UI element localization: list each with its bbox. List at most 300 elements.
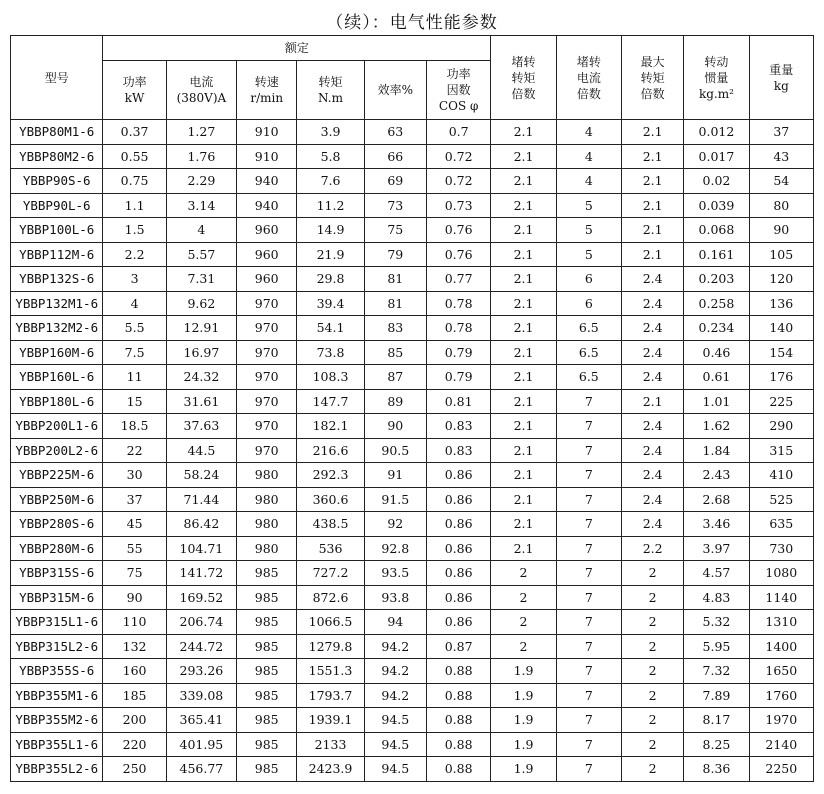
cell-power: 0.37: [103, 120, 166, 145]
cell-efficiency: 94.5: [364, 732, 426, 757]
cell-model: YBBP355L2-6: [11, 757, 103, 782]
cell-model: YBBP250M-6: [11, 487, 103, 512]
cell-torque: 292.3: [297, 463, 364, 488]
cell-power: 185: [103, 683, 166, 708]
cell-max-torque: 2.1: [621, 242, 683, 267]
cell-locked-current: 6: [556, 267, 621, 292]
cell-current: 293.26: [166, 659, 236, 684]
cell-inertia: 0.203: [684, 267, 749, 292]
cell-inertia: 0.02: [684, 169, 749, 194]
header-speed: 转速 r/min: [237, 61, 297, 120]
cell-current: 31.61: [166, 389, 236, 414]
cell-weight: 635: [749, 512, 813, 537]
cell-inertia: 7.89: [684, 683, 749, 708]
cell-speed: 980: [237, 512, 297, 537]
table-row: [11, 512, 814, 537]
cell-max-torque: 2.4: [621, 316, 683, 341]
cell-locked-torque: 1.9: [491, 732, 556, 757]
cell-locked-torque: 2.1: [491, 267, 556, 292]
cell-locked-current: 7: [556, 536, 621, 561]
cell-power-factor: 0.86: [426, 463, 490, 488]
cell-model: YBBP280M-6: [11, 536, 103, 561]
cell-efficiency: 90.5: [364, 438, 426, 463]
cell-power-factor: 0.88: [426, 708, 490, 733]
table-row: [11, 634, 814, 659]
cell-power-factor: 0.78: [426, 291, 490, 316]
table-row: [11, 169, 814, 194]
cell-inertia: 0.039: [684, 193, 749, 218]
cell-weight: 54: [749, 169, 813, 194]
table-row: [11, 683, 814, 708]
cell-efficiency: 94.5: [364, 708, 426, 733]
cell-model: YBBP132M1-6: [11, 291, 103, 316]
cell-max-torque: 2.4: [621, 438, 683, 463]
cell-speed: 970: [237, 316, 297, 341]
cell-current: 44.5: [166, 438, 236, 463]
cell-speed: 970: [237, 389, 297, 414]
cell-model: YBBP90S-6: [11, 169, 103, 194]
cell-power-factor: 0.86: [426, 610, 490, 635]
cell-power: 132: [103, 634, 166, 659]
table-row: [11, 144, 814, 169]
cell-power-factor: 0.79: [426, 340, 490, 365]
cell-efficiency: 81: [364, 291, 426, 316]
cell-current: 456.77: [166, 757, 236, 782]
cell-weight: 140: [749, 316, 813, 341]
cell-torque: 73.8: [297, 340, 364, 365]
cell-speed: 985: [237, 659, 297, 684]
cell-locked-current: 4: [556, 120, 621, 145]
cell-locked-torque: 2.1: [491, 242, 556, 267]
cell-model: YBBP112M-6: [11, 242, 103, 267]
cell-locked-torque: 2.1: [491, 291, 556, 316]
cell-model: YBBP355M1-6: [11, 683, 103, 708]
cell-torque: 536: [297, 536, 364, 561]
table-body: [11, 120, 814, 782]
cell-current: 244.72: [166, 634, 236, 659]
cell-locked-torque: 2: [491, 585, 556, 610]
cell-locked-torque: 2.1: [491, 365, 556, 390]
cell-power-factor: 0.88: [426, 732, 490, 757]
cell-weight: 1080: [749, 561, 813, 586]
cell-max-torque: 2.4: [621, 291, 683, 316]
cell-model: YBBP80M2-6: [11, 144, 103, 169]
cell-torque: 1279.8: [297, 634, 364, 659]
cell-current: 24.32: [166, 365, 236, 390]
table-row: [11, 365, 814, 390]
header-inertia: 转动 惯量 kg.m²: [684, 36, 749, 120]
cell-locked-torque: 2: [491, 610, 556, 635]
cell-locked-current: 7: [556, 683, 621, 708]
cell-torque: 21.9: [297, 242, 364, 267]
cell-torque: 108.3: [297, 365, 364, 390]
cell-model: YBBP80M1-6: [11, 120, 103, 145]
cell-inertia: 0.068: [684, 218, 749, 243]
cell-locked-torque: 2: [491, 634, 556, 659]
cell-speed: 910: [237, 120, 297, 145]
table-row: [11, 340, 814, 365]
electrical-performance-table: [10, 35, 814, 782]
cell-current: 1.76: [166, 144, 236, 169]
cell-power: 18.5: [103, 414, 166, 439]
table-row: [11, 463, 814, 488]
cell-current: 86.42: [166, 512, 236, 537]
cell-power-factor: 0.83: [426, 438, 490, 463]
table-row: [11, 536, 814, 561]
table-row: [11, 291, 814, 316]
cell-weight: 43: [749, 144, 813, 169]
cell-current: 365.41: [166, 708, 236, 733]
cell-weight: 136: [749, 291, 813, 316]
cell-power: 15: [103, 389, 166, 414]
cell-speed: 985: [237, 708, 297, 733]
cell-model: YBBP132M2-6: [11, 316, 103, 341]
cell-power-factor: 0.77: [426, 267, 490, 292]
table-row: [11, 414, 814, 439]
cell-max-torque: 2.4: [621, 463, 683, 488]
cell-weight: 1310: [749, 610, 813, 635]
cell-torque: 182.1: [297, 414, 364, 439]
cell-efficiency: 81: [364, 267, 426, 292]
cell-model: YBBP132S-6: [11, 267, 103, 292]
table-row: [11, 316, 814, 341]
cell-current: 37.63: [166, 414, 236, 439]
cell-power: 220: [103, 732, 166, 757]
cell-speed: 960: [237, 267, 297, 292]
cell-efficiency: 73: [364, 193, 426, 218]
cell-power: 90: [103, 585, 166, 610]
cell-power: 250: [103, 757, 166, 782]
header-model: 型号: [11, 36, 103, 120]
cell-current: 169.52: [166, 585, 236, 610]
cell-power-factor: 0.88: [426, 659, 490, 684]
cell-locked-torque: 2.1: [491, 414, 556, 439]
cell-model: YBBP280S-6: [11, 512, 103, 537]
cell-locked-current: 7: [556, 487, 621, 512]
cell-inertia: 4.57: [684, 561, 749, 586]
header-efficiency: 效率%: [364, 61, 426, 120]
cell-power: 11: [103, 365, 166, 390]
header-weight: 重量 kg: [749, 36, 813, 120]
cell-inertia: 1.01: [684, 389, 749, 414]
cell-power: 3: [103, 267, 166, 292]
cell-speed: 940: [237, 193, 297, 218]
cell-inertia: 0.46: [684, 340, 749, 365]
cell-current: 16.97: [166, 340, 236, 365]
cell-weight: 154: [749, 340, 813, 365]
cell-power-factor: 0.72: [426, 169, 490, 194]
cell-max-torque: 2: [621, 610, 683, 635]
cell-locked-current: 5: [556, 242, 621, 267]
cell-current: 206.74: [166, 610, 236, 635]
cell-power: 5.5: [103, 316, 166, 341]
cell-efficiency: 94.2: [364, 634, 426, 659]
cell-model: YBBP315L2-6: [11, 634, 103, 659]
table-row: [11, 561, 814, 586]
cell-speed: 970: [237, 365, 297, 390]
cell-efficiency: 91.5: [364, 487, 426, 512]
cell-inertia: 2.68: [684, 487, 749, 512]
cell-locked-torque: 2.1: [491, 193, 556, 218]
cell-locked-current: 7: [556, 708, 621, 733]
cell-power: 1.5: [103, 218, 166, 243]
cell-model: YBBP315L1-6: [11, 610, 103, 635]
cell-power: 1.1: [103, 193, 166, 218]
cell-speed: 970: [237, 291, 297, 316]
table-row: [11, 757, 814, 782]
cell-power-factor: 0.86: [426, 585, 490, 610]
cell-max-torque: 2: [621, 708, 683, 733]
cell-torque: 11.2: [297, 193, 364, 218]
cell-torque: 438.5: [297, 512, 364, 537]
cell-speed: 985: [237, 732, 297, 757]
cell-max-torque: 2.4: [621, 365, 683, 390]
cell-power: 75: [103, 561, 166, 586]
cell-locked-current: 7: [556, 659, 621, 684]
cell-current: 104.71: [166, 536, 236, 561]
cell-torque: 39.4: [297, 291, 364, 316]
cell-max-torque: 2.1: [621, 218, 683, 243]
cell-weight: 525: [749, 487, 813, 512]
header-max-torque: 最大 转矩 倍数: [621, 36, 683, 120]
cell-power-factor: 0.81: [426, 389, 490, 414]
cell-torque: 1551.3: [297, 659, 364, 684]
table-row: [11, 732, 814, 757]
cell-power: 30: [103, 463, 166, 488]
cell-current: 71.44: [166, 487, 236, 512]
cell-model: YBBP355M2-6: [11, 708, 103, 733]
cell-weight: 176: [749, 365, 813, 390]
cell-efficiency: 87: [364, 365, 426, 390]
cell-locked-torque: 2.1: [491, 438, 556, 463]
cell-torque: 727.2: [297, 561, 364, 586]
cell-power-factor: 0.86: [426, 536, 490, 561]
cell-locked-current: 7: [556, 561, 621, 586]
cell-inertia: 5.95: [684, 634, 749, 659]
cell-power-factor: 0.76: [426, 218, 490, 243]
cell-efficiency: 66: [364, 144, 426, 169]
cell-torque: 7.6: [297, 169, 364, 194]
cell-speed: 985: [237, 683, 297, 708]
cell-efficiency: 63: [364, 120, 426, 145]
cell-efficiency: 69: [364, 169, 426, 194]
cell-speed: 980: [237, 536, 297, 561]
cell-max-torque: 2: [621, 683, 683, 708]
cell-max-torque: 2.1: [621, 169, 683, 194]
cell-power-factor: 0.79: [426, 365, 490, 390]
cell-efficiency: 89: [364, 389, 426, 414]
cell-max-torque: 2: [621, 634, 683, 659]
cell-weight: 410: [749, 463, 813, 488]
cell-torque: 54.1: [297, 316, 364, 341]
cell-current: 141.72: [166, 561, 236, 586]
cell-locked-current: 7: [556, 438, 621, 463]
cell-speed: 985: [237, 585, 297, 610]
cell-inertia: 8.36: [684, 757, 749, 782]
cell-locked-current: 7: [556, 512, 621, 537]
cell-efficiency: 93.8: [364, 585, 426, 610]
cell-efficiency: 94.2: [364, 683, 426, 708]
cell-locked-torque: 2.1: [491, 316, 556, 341]
cell-speed: 960: [237, 218, 297, 243]
cell-locked-current: 6: [556, 291, 621, 316]
cell-efficiency: 92: [364, 512, 426, 537]
cell-efficiency: 93.5: [364, 561, 426, 586]
cell-weight: 1970: [749, 708, 813, 733]
cell-power-factor: 0.87: [426, 634, 490, 659]
cell-weight: 37: [749, 120, 813, 145]
cell-torque: 5.8: [297, 144, 364, 169]
cell-efficiency: 79: [364, 242, 426, 267]
cell-locked-current: 7: [556, 757, 621, 782]
cell-model: YBBP180L-6: [11, 389, 103, 414]
cell-torque: 2133: [297, 732, 364, 757]
cell-efficiency: 83: [364, 316, 426, 341]
cell-weight: 225: [749, 389, 813, 414]
cell-power-factor: 0.83: [426, 414, 490, 439]
cell-inertia: 7.32: [684, 659, 749, 684]
cell-speed: 985: [237, 757, 297, 782]
cell-power: 7.5: [103, 340, 166, 365]
cell-weight: 1400: [749, 634, 813, 659]
table-row: [11, 120, 814, 145]
cell-weight: 105: [749, 242, 813, 267]
cell-model: YBBP225M-6: [11, 463, 103, 488]
cell-current: 5.57: [166, 242, 236, 267]
cell-model: YBBP355L1-6: [11, 732, 103, 757]
cell-model: YBBP315S-6: [11, 561, 103, 586]
cell-model: YBBP355S-6: [11, 659, 103, 684]
cell-max-torque: 2: [621, 585, 683, 610]
cell-efficiency: 90: [364, 414, 426, 439]
cell-weight: 290: [749, 414, 813, 439]
cell-current: 4: [166, 218, 236, 243]
cell-model: YBBP200L2-6: [11, 438, 103, 463]
page-title: （续）：电气性能参数: [326, 13, 498, 33]
table-row: [11, 438, 814, 463]
cell-power: 110: [103, 610, 166, 635]
cell-current: 7.31: [166, 267, 236, 292]
cell-locked-torque: 1.9: [491, 757, 556, 782]
table-row: [11, 267, 814, 292]
cell-torque: 3.9: [297, 120, 364, 145]
cell-efficiency: 75: [364, 218, 426, 243]
table-row: [11, 193, 814, 218]
cell-torque: 1793.7: [297, 683, 364, 708]
header-torque: 转矩 N.m: [297, 61, 364, 120]
cell-model: YBBP100L-6: [11, 218, 103, 243]
cell-weight: 1140: [749, 585, 813, 610]
cell-current: 3.14: [166, 193, 236, 218]
table-row: [11, 389, 814, 414]
cell-current: 2.29: [166, 169, 236, 194]
cell-max-torque: 2.1: [621, 193, 683, 218]
cell-speed: 960: [237, 242, 297, 267]
cell-weight: 1650: [749, 659, 813, 684]
cell-power-factor: 0.88: [426, 757, 490, 782]
cell-speed: 940: [237, 169, 297, 194]
cell-torque: 2423.9: [297, 757, 364, 782]
cell-power-factor: 0.73: [426, 193, 490, 218]
cell-locked-torque: 2.1: [491, 120, 556, 145]
cell-power: 22: [103, 438, 166, 463]
cell-power-factor: 0.86: [426, 512, 490, 537]
cell-locked-current: 7: [556, 463, 621, 488]
cell-locked-torque: 2: [491, 561, 556, 586]
cell-torque: 14.9: [297, 218, 364, 243]
header-power-factor: 功率 因数 COS φ: [426, 61, 490, 120]
cell-max-torque: 2.4: [621, 340, 683, 365]
cell-inertia: 0.258: [684, 291, 749, 316]
cell-speed: 970: [237, 414, 297, 439]
cell-max-torque: 2.4: [621, 414, 683, 439]
cell-model: YBBP90L-6: [11, 193, 103, 218]
cell-inertia: 0.234: [684, 316, 749, 341]
cell-torque: 872.6: [297, 585, 364, 610]
cell-locked-torque: 2.1: [491, 218, 556, 243]
cell-efficiency: 94.5: [364, 757, 426, 782]
cell-power: 200: [103, 708, 166, 733]
cell-weight: 80: [749, 193, 813, 218]
cell-locked-current: 6.5: [556, 316, 621, 341]
cell-torque: 1066.5: [297, 610, 364, 635]
cell-speed: 980: [237, 487, 297, 512]
cell-torque: 360.6: [297, 487, 364, 512]
cell-locked-torque: 2.1: [491, 389, 556, 414]
cell-max-torque: 2.4: [621, 512, 683, 537]
cell-torque: 29.8: [297, 267, 364, 292]
cell-speed: 910: [237, 144, 297, 169]
cell-inertia: 0.017: [684, 144, 749, 169]
cell-inertia: 0.61: [684, 365, 749, 390]
cell-model: YBBP200L1-6: [11, 414, 103, 439]
cell-power: 37: [103, 487, 166, 512]
cell-power: 160: [103, 659, 166, 684]
cell-power: 0.75: [103, 169, 166, 194]
cell-efficiency: 92.8: [364, 536, 426, 561]
cell-power: 4: [103, 291, 166, 316]
cell-locked-current: 7: [556, 732, 621, 757]
cell-inertia: 8.17: [684, 708, 749, 733]
cell-locked-torque: 2.1: [491, 169, 556, 194]
cell-inertia: 1.62: [684, 414, 749, 439]
cell-speed: 985: [237, 634, 297, 659]
cell-model: YBBP315M-6: [11, 585, 103, 610]
table-row: [11, 659, 814, 684]
cell-torque: 147.7: [297, 389, 364, 414]
cell-locked-torque: 2.1: [491, 463, 556, 488]
cell-max-torque: 2.4: [621, 487, 683, 512]
cell-max-torque: 2.1: [621, 144, 683, 169]
cell-weight: 2250: [749, 757, 813, 782]
table-row: [11, 610, 814, 635]
cell-inertia: 0.012: [684, 120, 749, 145]
header-rated: 额定: [103, 36, 491, 61]
cell-inertia: 8.25: [684, 732, 749, 757]
cell-locked-current: 6.5: [556, 365, 621, 390]
cell-max-torque: 2.4: [621, 267, 683, 292]
cell-inertia: 2.43: [684, 463, 749, 488]
cell-weight: 120: [749, 267, 813, 292]
cell-power-factor: 0.72: [426, 144, 490, 169]
cell-power: 0.55: [103, 144, 166, 169]
cell-locked-torque: 1.9: [491, 708, 556, 733]
cell-locked-torque: 2.1: [491, 487, 556, 512]
cell-max-torque: 2: [621, 732, 683, 757]
cell-max-torque: 2.1: [621, 389, 683, 414]
cell-max-torque: 2.1: [621, 120, 683, 145]
cell-locked-torque: 2.1: [491, 536, 556, 561]
